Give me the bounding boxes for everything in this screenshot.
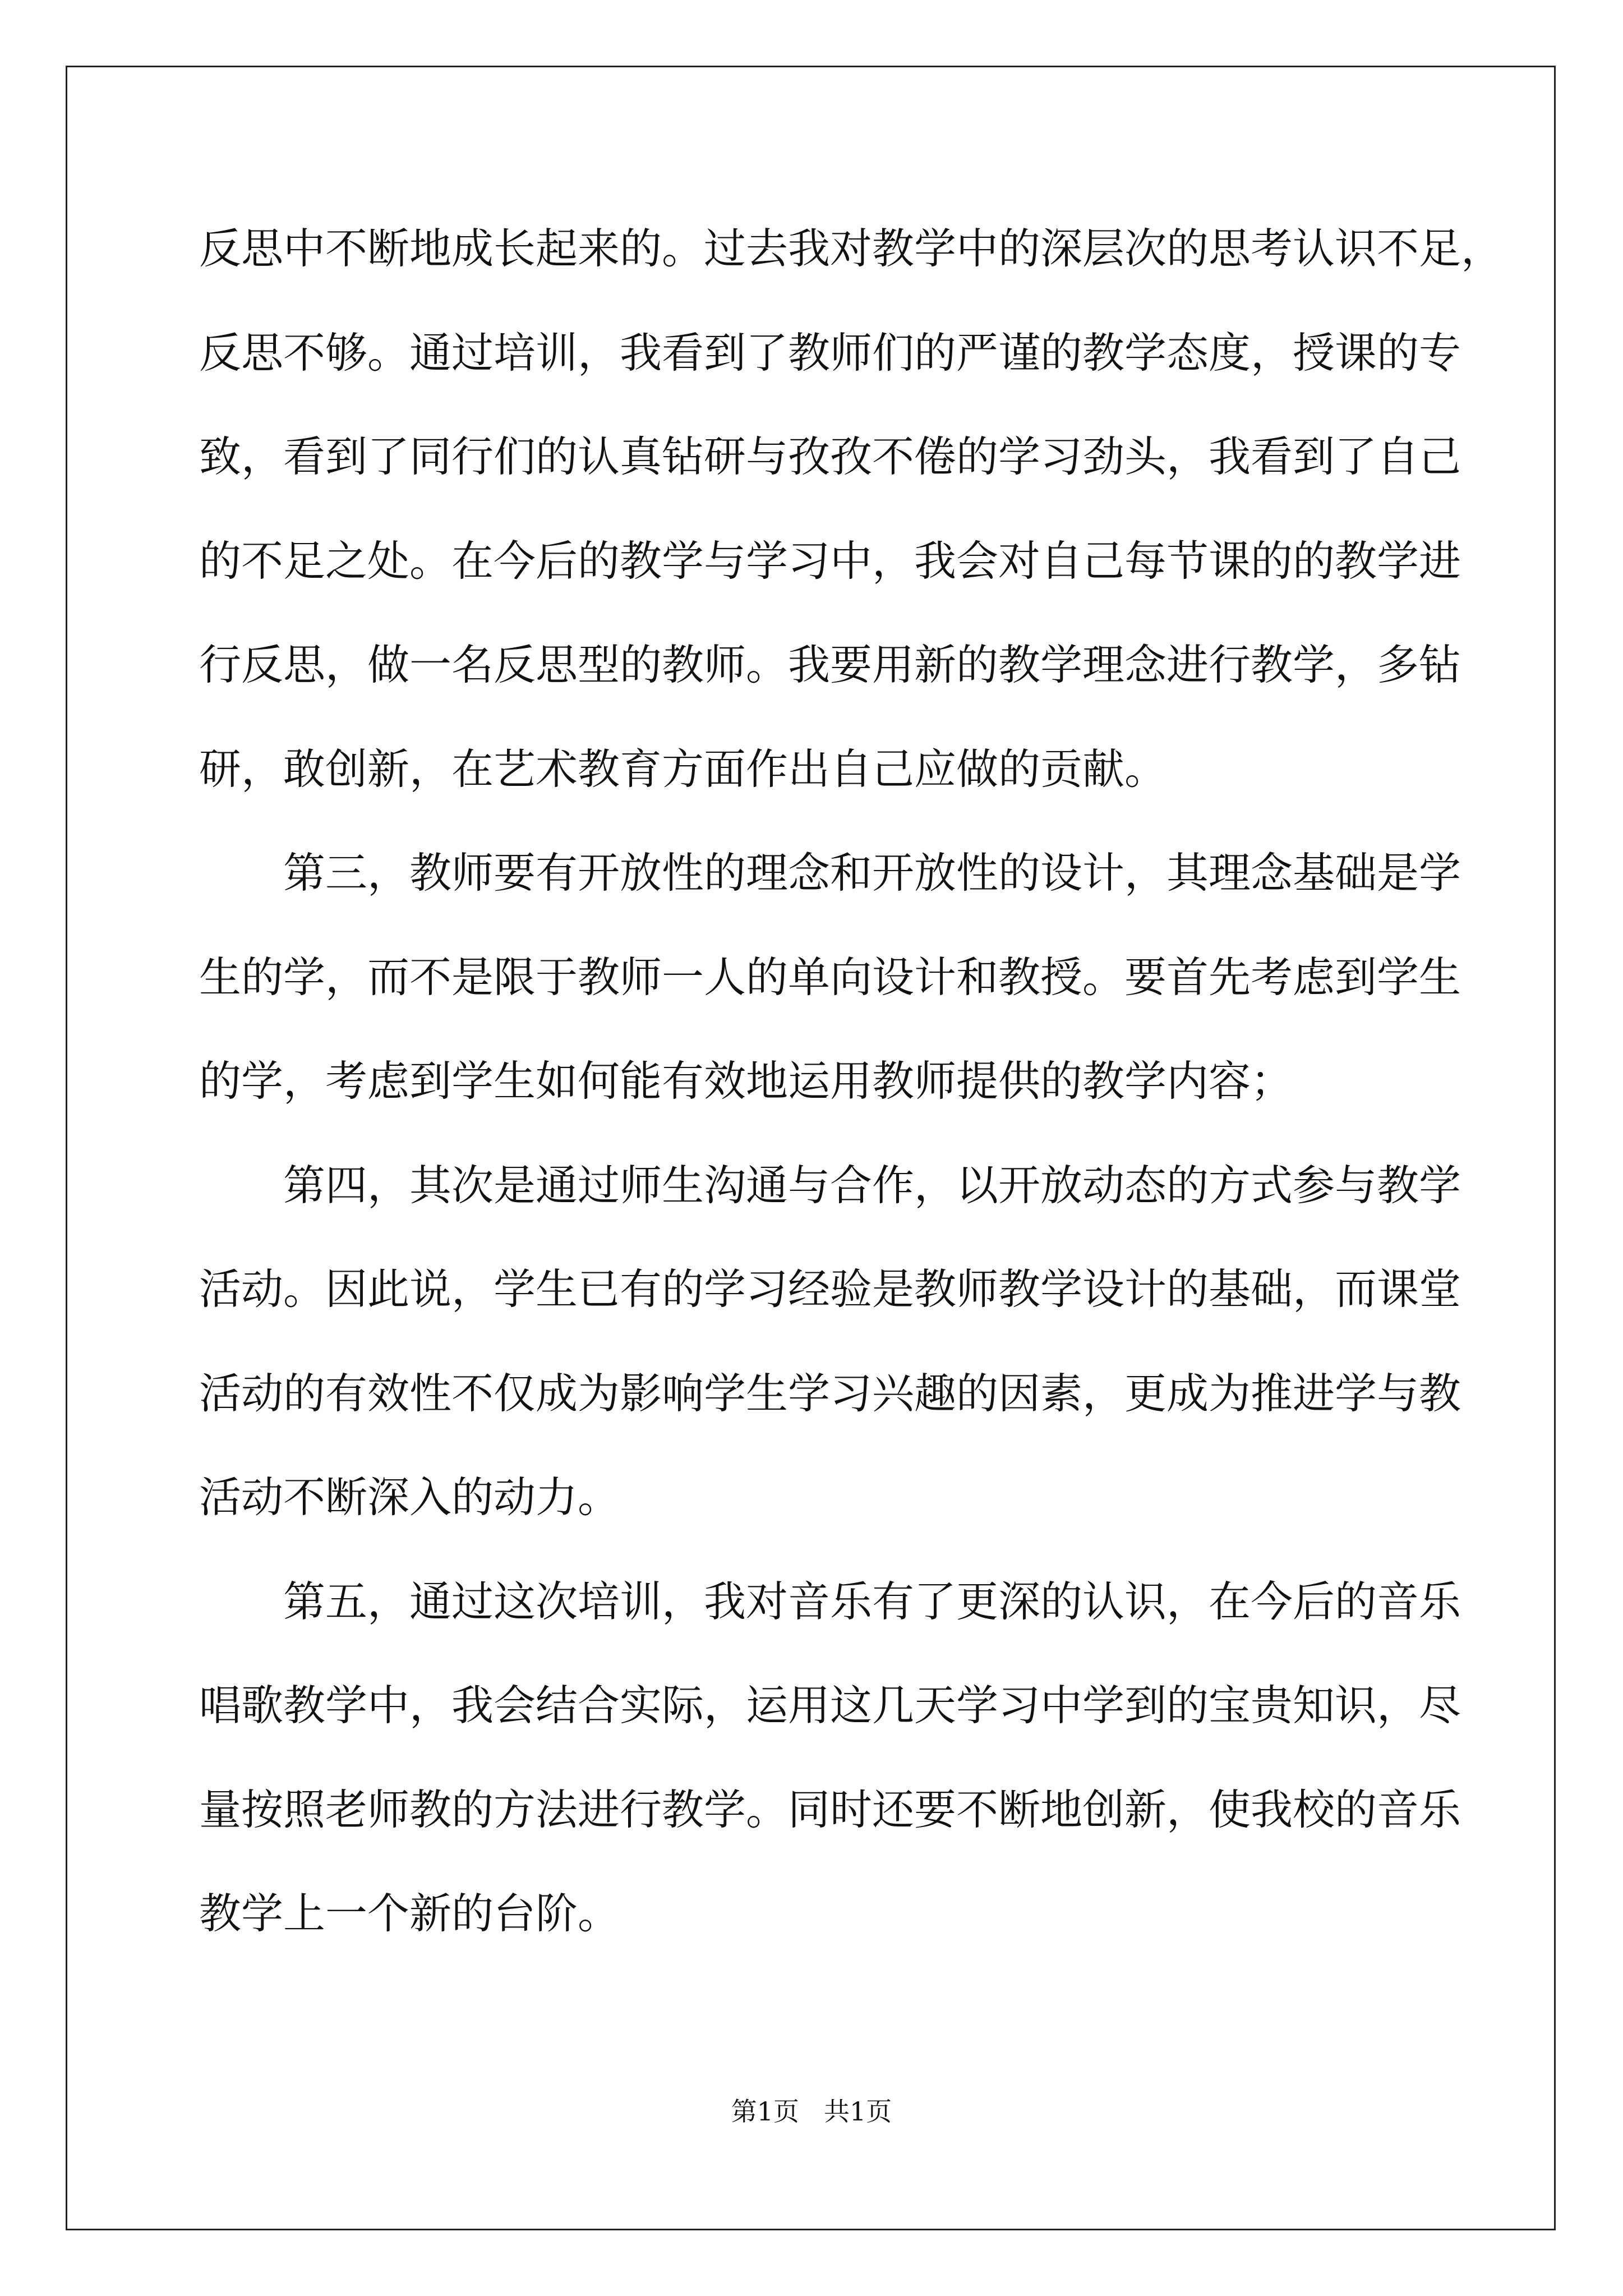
text-line: 反思中不断地成长起来的。过去我对教学中的深层次的思考认识不足， [199,224,1504,273]
text-line: 的不足之处。在今后的教学与学习中，我会对自己每节课的的教学进 [199,536,1461,586]
text-line: 第四，其次是通过师生沟通与合作，以开放动态的方式参与教学 [199,1160,1461,1210]
text-line: 第三，教师要有开放性的理念和开放性的设计，其理念基础是学 [199,848,1461,898]
text-line: 量按照老师教的方法进行教学。同时还要不断地创新，使我校的音乐 [199,1784,1461,1834]
text-line: 的学，考虑到学生如何能有效地运用教师提供的教学内容； [199,1056,1293,1106]
text-line: 唱歌教学中，我会结合实际，运用这几天学习中学到的宝贵知识，尽 [199,1681,1461,1730]
text-line: 反思不够。通过培训，我看到了教师们的严谨的教学态度，授课的专 [199,328,1461,378]
document-body [199,220,1504,1990]
text-line: 活动。因此说，学生已有的学习经验是教师教学设计的基础，而课堂 [199,1264,1461,1314]
text-line: 致，看到了同行们的认真钻研与孜孜不倦的学习劲头，我看到了自己 [199,432,1461,481]
page-footer [0,2091,1623,2128]
page-number: 第1页 [731,2096,800,2127]
text-line: 活动不断深入的动力。 [199,1473,620,1522]
text-line: 行反思，做一名反思型的教师。我要用新的教学理念进行教学，多钻 [199,640,1461,689]
page-total: 共1页 [823,2096,892,2127]
text-line: 教学上一个新的台阶。 [199,1889,620,1938]
text-line: 研，敢创新，在艺术教育方面作出自己应做的贡献。 [199,744,1167,794]
text-line: 活动的有效性不仅成为影响学生学习兴趣的因素，更成为推进学与教 [199,1368,1461,1418]
text-line: 生的学，而不是限于教师一人的单向设计和教授。要首先考虑到学生 [199,952,1461,1002]
text-line: 第五，通过这次培训，我对音乐有了更深的认识，在今后的音乐 [199,1576,1461,1626]
